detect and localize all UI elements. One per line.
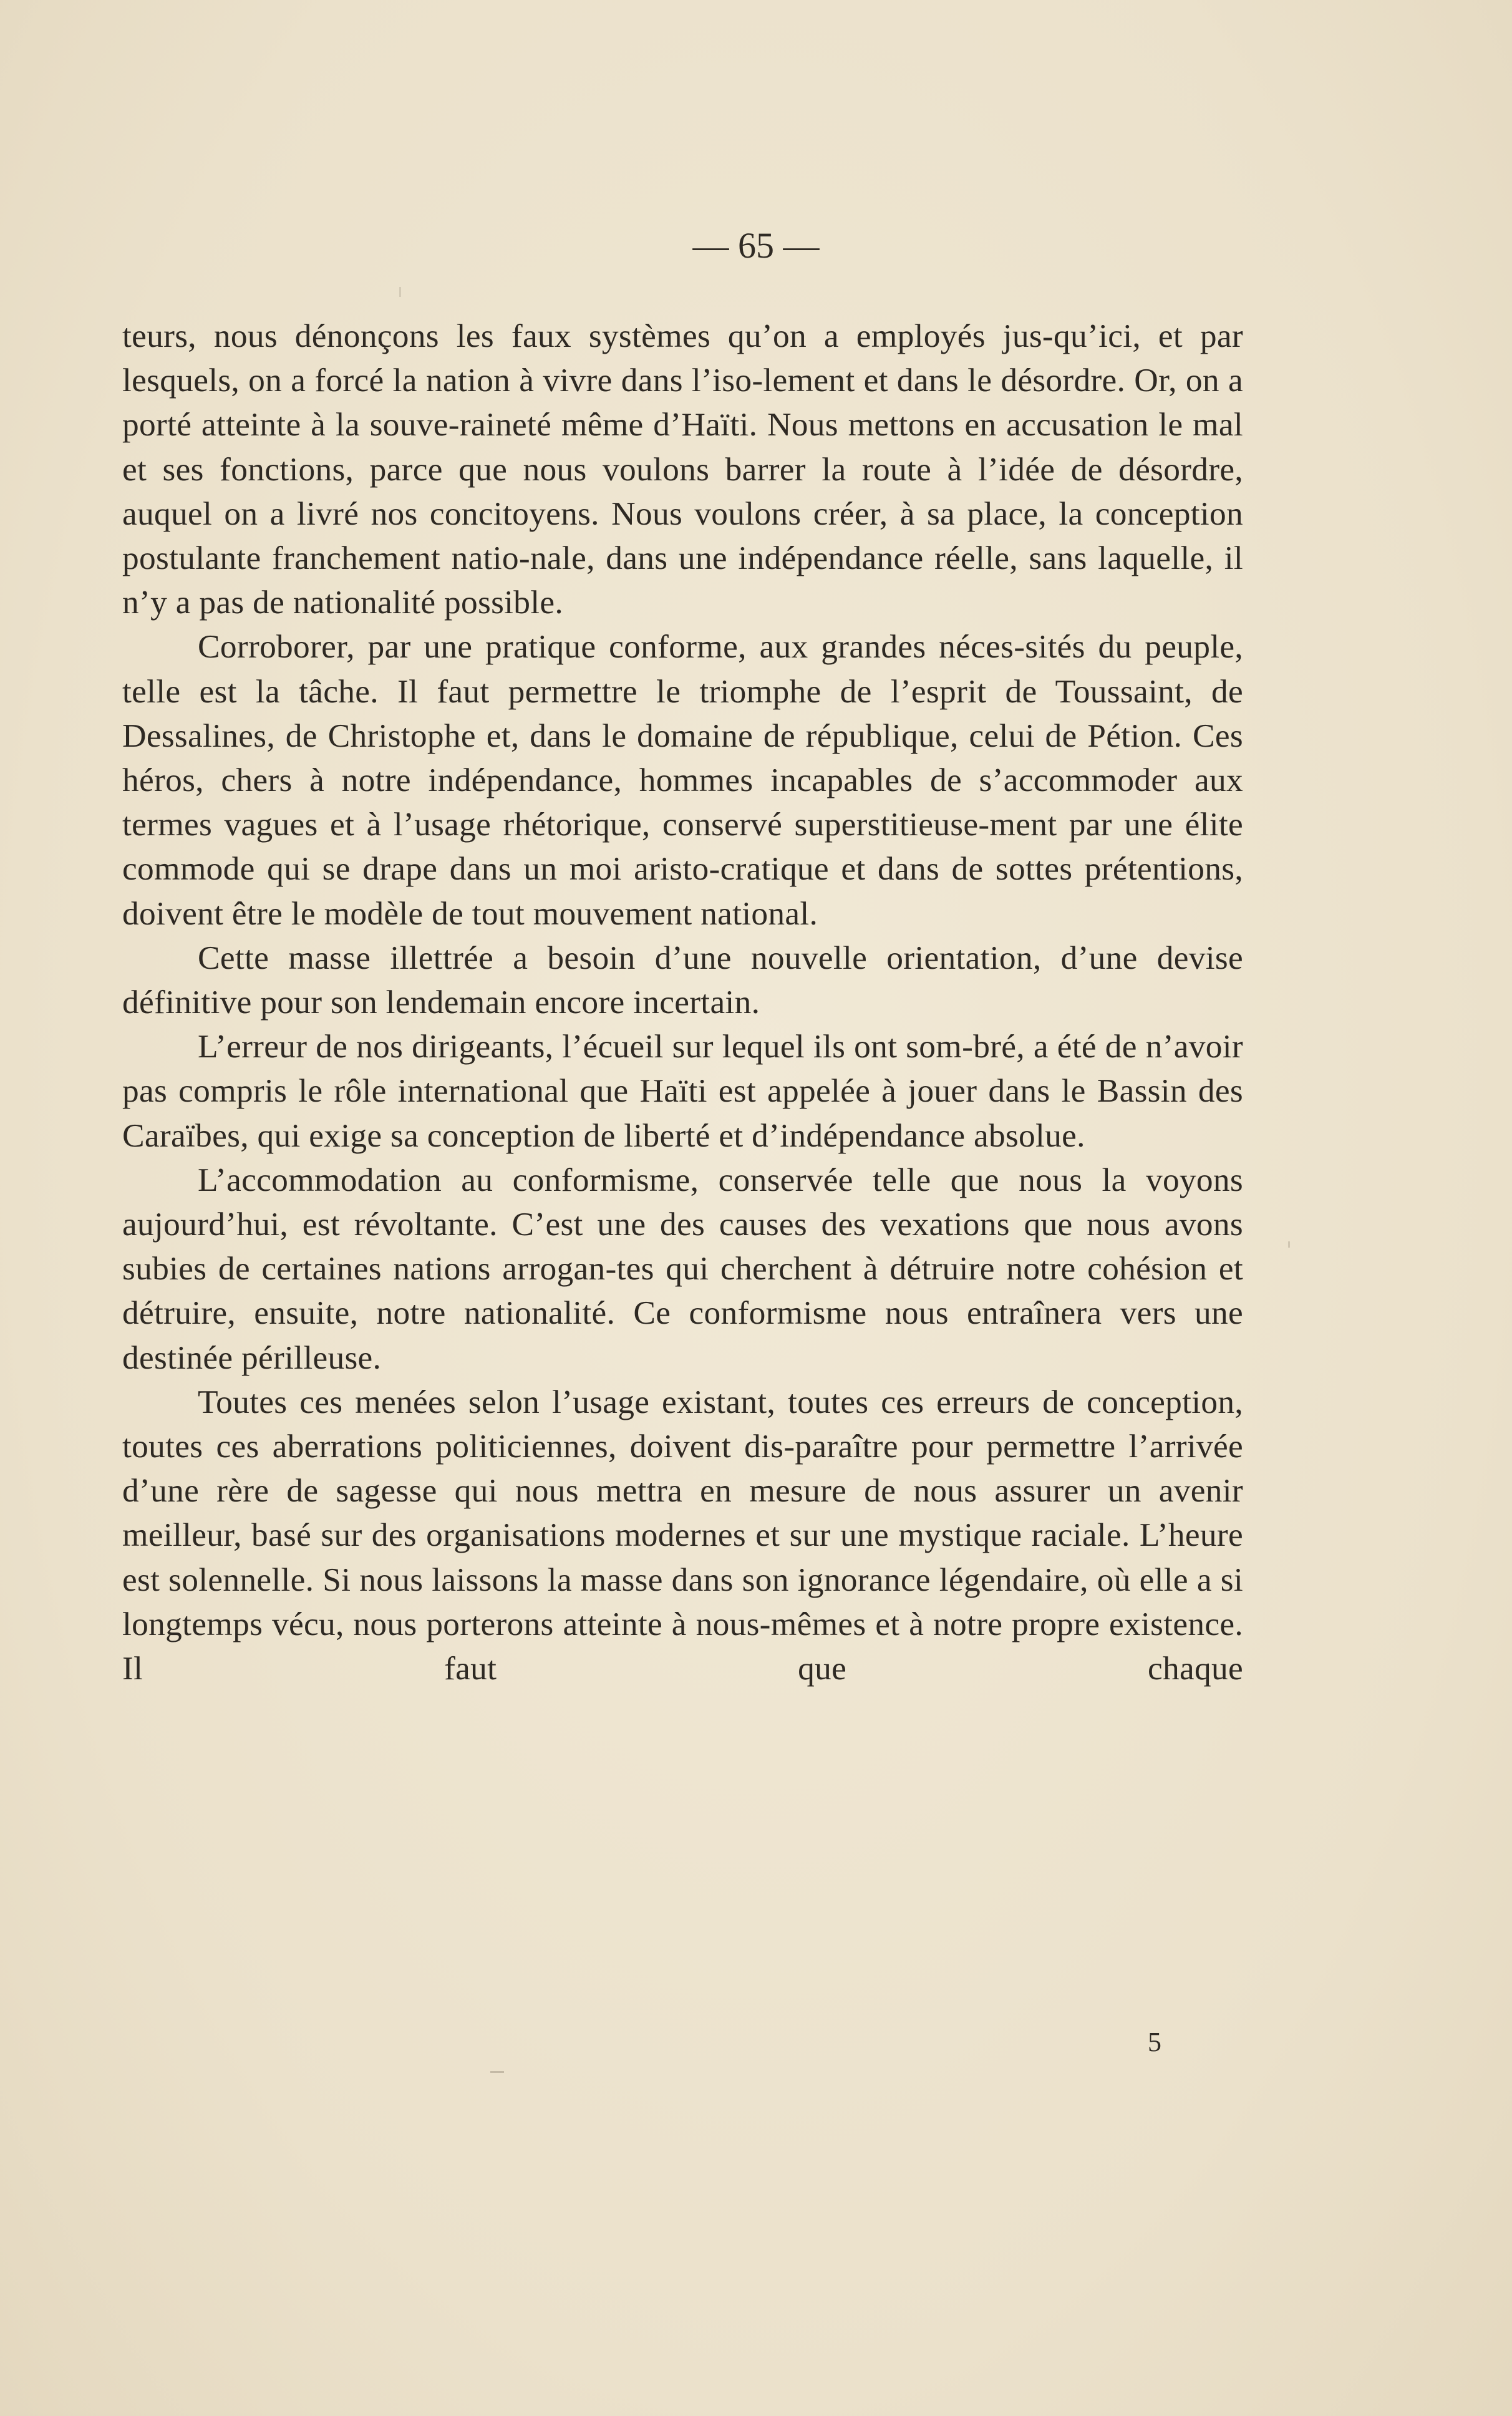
paragraph-1: teurs, nous dénonçons les faux systèmes qu’on a employés jus-qu’ici, et par lesquels, on a forcé la nation à vivre dans l’iso-lement et dans le désordre. Or, on a porté atteinte à la souve-raineté même d’Haïti. Nous mettons en accusation le mal et ses fonctions, parce que nous voulons barrer la route à l’idée de désordre, auquel on a livré nos concitoyens. Nous voulons créer, à sa place, la conception postulante franchement natio-nale, dans une indépendance réelle, sans laquelle, il n’y a pas de nationalité possible. [122, 317, 1243, 621]
paragraph-2: Corroborer, par une pratique conforme, aux grandes néces-sités du peuple, telle est la tâche. Il faut permettre le triomphe de l’esprit de Toussaint, de Dessalines, de Christophe et, dans le domaine de république, celui de Pétion. Ces héros, chers à notre indépendance, hommes incapables de s’accommoder aux termes vagues et à l’usage rhétorique, conservé superstitieuse-ment par une élite commode qui se drape dans un moi aristo-cratique et dans de sottes prétentions, doivent être le modèle de tout mouvement national. [122, 628, 1243, 932]
paper-speck [399, 287, 401, 297]
paragraph-6: Toutes ces menées selon l’usage existant, toutes ces erreurs de conception, toutes ces aberrations politiciennes, doivent dis-paraître pour permettre l’arrivée d’une rère de sagesse qui nous mettra en mesure de nous assurer un avenir meilleur, basé sur des organisations modernes et sur une mystique raciale. L’heure est solennelle. Si nous laissons la masse dans son ignorance légendaire, où elle a si longtemps vécu, nous porterons atteinte à nous-mêmes et à notre propre existence. Il faut que chaque [122, 1382, 1243, 1687]
paragraph-5: L’accommodation au conformisme, conservée telle que nous la voyons aujourd’hui, est révoltante. C’est une des causes des vexations que nous avons subies de certaines nations arrogan-tes qui cherchent à détruire notre cohésion et détruire, ensuite, notre nationalité. Ce conformisme nous entraînera vers une destinée périlleuse. [122, 1160, 1243, 1376]
paper-speck [1288, 1241, 1290, 1248]
paper-speck [490, 2071, 504, 2073]
paragraph-3: Cette masse illettrée a besoin d’une nouvelle orientation, d’une devise définitive pour son lendemain encore incertain. [122, 938, 1243, 1021]
signature-mark: 5 [1148, 2027, 1161, 2057]
page-number: — 65 — [692, 225, 820, 266]
body-text [122, 314, 1243, 1691]
paragraph-4: L’erreur de nos dirigeants, l’écueil sur lequel ils ont som-bré, a été de n’avoir pas compris le rôle international que Haïti est appelée à jouer dans le Bassin des Caraïbes, qui exige sa conception de liberté et d’indépendance absolue. [122, 1027, 1243, 1154]
